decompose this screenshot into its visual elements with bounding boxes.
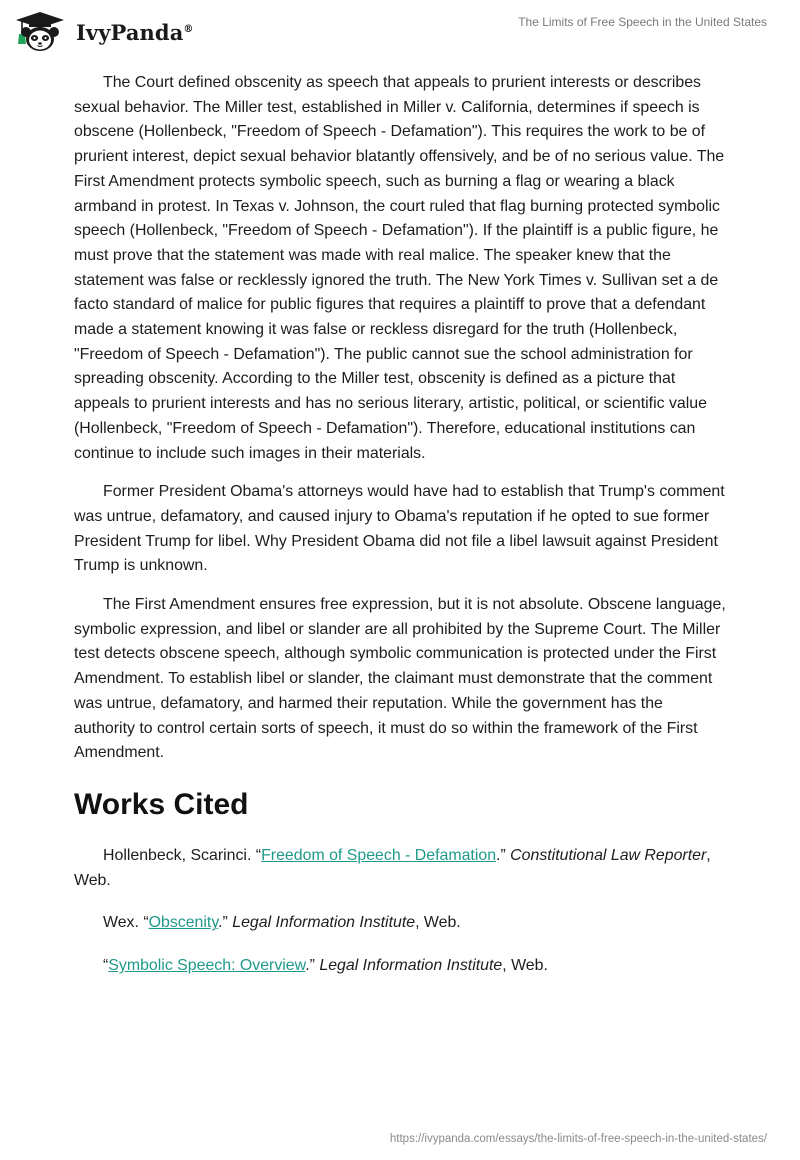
citation-punct: .” [496, 846, 511, 864]
citation-author: “ [103, 957, 109, 975]
brand-name: IvyPanda® [76, 19, 194, 45]
citation-entry [74, 844, 727, 893]
source-url[interactable]: https://ivypanda.com/essays/the-limits-of-free-speech-in-the-united-states/ [389, 1133, 767, 1145]
citation-punct: .” [305, 957, 320, 975]
body-paragraph: Former President Obama's attorneys would have had to establish that Trump's comment was untrue, defamatory, and caused injury to Obama's reputation if he opted to sue former President Trump for libel. Why President Obama did not file a libel lawsuit against President Trump is unknown. [74, 483, 725, 575]
citation-source: Legal Information Institute [232, 914, 416, 932]
citation-link[interactable]: Symbolic Speech: Overview [108, 957, 306, 975]
essay-content [74, 71, 727, 997]
body-paragraph: The First Amendment ensures free expression, but it is not absolute. Obscene language, symbolic expression, and libel or slander are all prohibited by the Supreme Court. The Miller test detects obscene speech, although symbolic communication is protected under the First Amendment. To establish libel or slander, the claimant must demonstrate that the comment was untrue, defamatory, and harmed their reputation. While the government has the authority to control certain sorts of speech, it must do so within the framework of the First Amendment. [74, 596, 726, 762]
citation-source: Constitutional Law Reporter [510, 846, 707, 864]
citation-suffix: , Web. [415, 914, 461, 932]
citation-source: Legal Information Institute [319, 957, 503, 975]
citation-suffix: , Web. [502, 957, 548, 975]
citation-author: Hollenbeck, Scarinci. “ [103, 846, 262, 864]
citation-suffix: , Web. [74, 846, 711, 889]
citation-punct: .” [218, 914, 233, 932]
citation-entry [74, 954, 727, 979]
citation-author: Wex. “ [103, 914, 149, 932]
document-title: The Limits of Free Speech in the United States [518, 15, 767, 29]
citation-link[interactable]: Freedom of Speech - Defamation [261, 846, 497, 864]
registered-mark: ® [183, 23, 194, 35]
ivypanda-logo[interactable] [14, 10, 194, 54]
citation-entry [74, 911, 727, 936]
body-paragraph: The Court defined obscenity as speech that appeals to prurient interests or describes sexual behavior. The Miller test, established in Miller v. California, determines if speech is obscene (Hollenbeck, "Freedom of Speech - Defamation"). This requires the work to be of prurient interest, depict sexual behavior blatantly offensively, and be of no serious value. The First Amendment protects symbolic speech, such as burning a flag or wearing a black armband in protest. In Texas v. Johnson, the court ruled that flag burning protected symbolic speech (Hollenbeck, "Freedom of Speech - Defamation"). If the plaintiff is a public figure, he must prove that the statement was made with real malice. The speaker knew that the statement was false or recklessly ignored the truth. The New York Times v. Sullivan set a de facto standard of malice for public figures that requires a plaintiff to prove that a defendant made a statement knowing it was false or reckless disregard for the truth (Hollenbeck, "Freedom of Speech - Defamation"). The public cannot sue the school administration for spreading obscenity. According to the Miller test, obscenity is defined as a picture that appeals to prurient interests and has no serious literary, artistic, political, or scientific value (Hollenbeck, "Freedom of Speech - Defamation"). Therefore, educational institutions can continue to include such images in their materials. [74, 74, 725, 462]
citation-link[interactable]: Obscenity [148, 914, 219, 932]
page-header [0, 0, 800, 64]
works-cited-heading: Works Cited [74, 787, 249, 821]
panda-graduate-icon [14, 10, 66, 54]
